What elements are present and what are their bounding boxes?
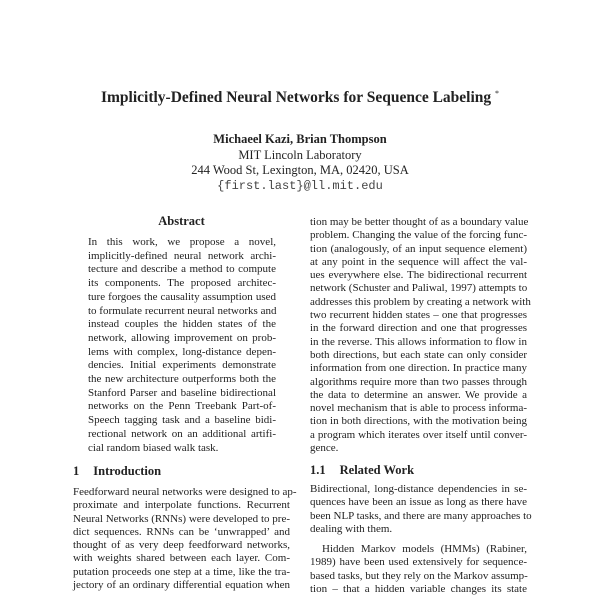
- affiliation: MIT Lincoln Laboratory: [238, 148, 362, 162]
- section-title: Related Work: [339, 463, 415, 477]
- text-line: rectional network on an additional artifi-: [88, 427, 276, 440]
- paper-title: [0, 89, 600, 107]
- title-footnote-mark: *: [495, 89, 500, 98]
- text-line: its components. The proposed architec-: [88, 277, 276, 290]
- text-line: ture forgoes the causality assumption used: [88, 290, 276, 303]
- text-line: Stanford Parser and baseline bidirectional: [88, 386, 276, 399]
- text-line: dencies. Initial experiments demonstrate: [88, 359, 276, 372]
- text-line: Speech tagging task and a baseline bidi-: [88, 414, 276, 427]
- text-line: algorithms require more than two passes through: [310, 375, 527, 388]
- text-line: novel mechanism that is able to process informa-: [310, 402, 527, 415]
- authors: Michaeel Kazi, Brian Thompson: [213, 132, 387, 146]
- text-line: problem. Changing the value of the forcing func-: [310, 229, 527, 242]
- text-line: Hidden Markov models (HMMs) (Rabiner,: [322, 543, 527, 555]
- email-text: {first.last}@ll.mit.edu: [217, 179, 383, 193]
- text-line: implicitly-defined neural network archi-: [88, 249, 276, 262]
- text-line: been NLP tasks, and there are many approaches to: [310, 509, 532, 522]
- email: [0, 178, 600, 193]
- text-line: Feedforward neural networks were designed to ap-: [73, 486, 297, 498]
- related-work-paragraph-1: [310, 483, 532, 536]
- text-line: tecture and describe a method to compute: [88, 263, 276, 276]
- text-line: dealing with them.: [310, 522, 393, 535]
- text-line: instead couples the hidden states of the: [88, 318, 276, 331]
- section-title: Introduction: [93, 464, 162, 478]
- text-line: network, allowing improvement on prob-: [88, 331, 276, 344]
- text-line: addresses this problem by creating a network with: [310, 295, 531, 308]
- text-line: networks on the Penn Treebank Part-of-: [88, 400, 276, 413]
- text-line: a program which iterates over itself until conver-: [310, 428, 527, 441]
- text-line: two recurrent hidden states – one that progresses: [310, 309, 527, 322]
- text-line: at any point in the sequence will affect the val-: [310, 255, 527, 268]
- text-line: quences have been an issue as long as there have: [310, 496, 527, 509]
- section-heading-related-work: [310, 463, 414, 478]
- text-line: based tasks, but they rely on the Markov assump-: [310, 569, 528, 582]
- text-line: network (Schuster and Paliwal, 1997) attempts to: [310, 282, 528, 295]
- text-line: tion in both directions, with the motivation being: [310, 415, 527, 428]
- text-line: in the reverse. This allows information to flow in: [310, 335, 527, 348]
- text-line: in the forward direction and one that progresses: [310, 322, 527, 335]
- section-number: 1: [73, 464, 80, 478]
- title-text: Implicitly-Defined Neural Networks for Sequence Labeling: [100, 89, 492, 107]
- text-line: tion (analogously, of an input sequence element): [310, 242, 527, 255]
- text-line: thought of as very deep feedforward networks,: [73, 539, 290, 552]
- text-line: ues everywhere else. The bidirectional recurrent: [310, 269, 527, 282]
- right-column-body: [310, 216, 531, 455]
- text-line: putation proceeds one step at a time, like the tra-: [73, 565, 290, 578]
- text-line: both directions, but each state can only consider: [310, 348, 527, 361]
- text-line: proximate and interpolate functions. Recurrent: [73, 499, 290, 512]
- text-line: the data to determine an answer. We provide a: [310, 388, 527, 401]
- related-work-paragraph-2: [310, 543, 527, 596]
- text-line: In this work, we propose a novel,: [88, 236, 276, 248]
- text-line: to formulate recurrent neural networks and: [88, 304, 277, 317]
- text-line: with weights shared between each layer. Com-: [73, 552, 290, 565]
- text-line: Bidirectional, long-distance dependencies in se-: [310, 483, 527, 495]
- text-line: tion – that a hidden variable changes its state: [310, 582, 527, 595]
- text-line: information from one direction. In practice many: [310, 362, 527, 375]
- text-line: tion may be better thought of as a boundary value: [310, 216, 529, 228]
- introduction-body: [73, 486, 297, 592]
- text-line: the new architecture outperforms both the: [88, 373, 276, 386]
- text-line: lems with complex, long-distance depen-: [88, 345, 276, 358]
- text-line: dict sequences. RNNs can be ‘unwrapped’ and: [73, 525, 290, 538]
- section-heading-introduction: [73, 464, 161, 479]
- text-line: cial random biased walk task.: [88, 441, 219, 454]
- text-line: gence.: [310, 442, 339, 455]
- text-line: jectory of an ordinary differential equation when: [73, 579, 290, 592]
- abstract-body: [88, 236, 276, 455]
- abstract-heading: Abstract: [158, 214, 205, 228]
- text-line: Neural Networks (RNNs) were developed to pre-: [73, 512, 290, 525]
- address: 244 Wood St, Lexington, MA, 02420, USA: [191, 163, 409, 177]
- section-number: 1.1: [310, 463, 326, 477]
- text-line: 1989) have been used extensively for sequence-: [310, 556, 527, 569]
